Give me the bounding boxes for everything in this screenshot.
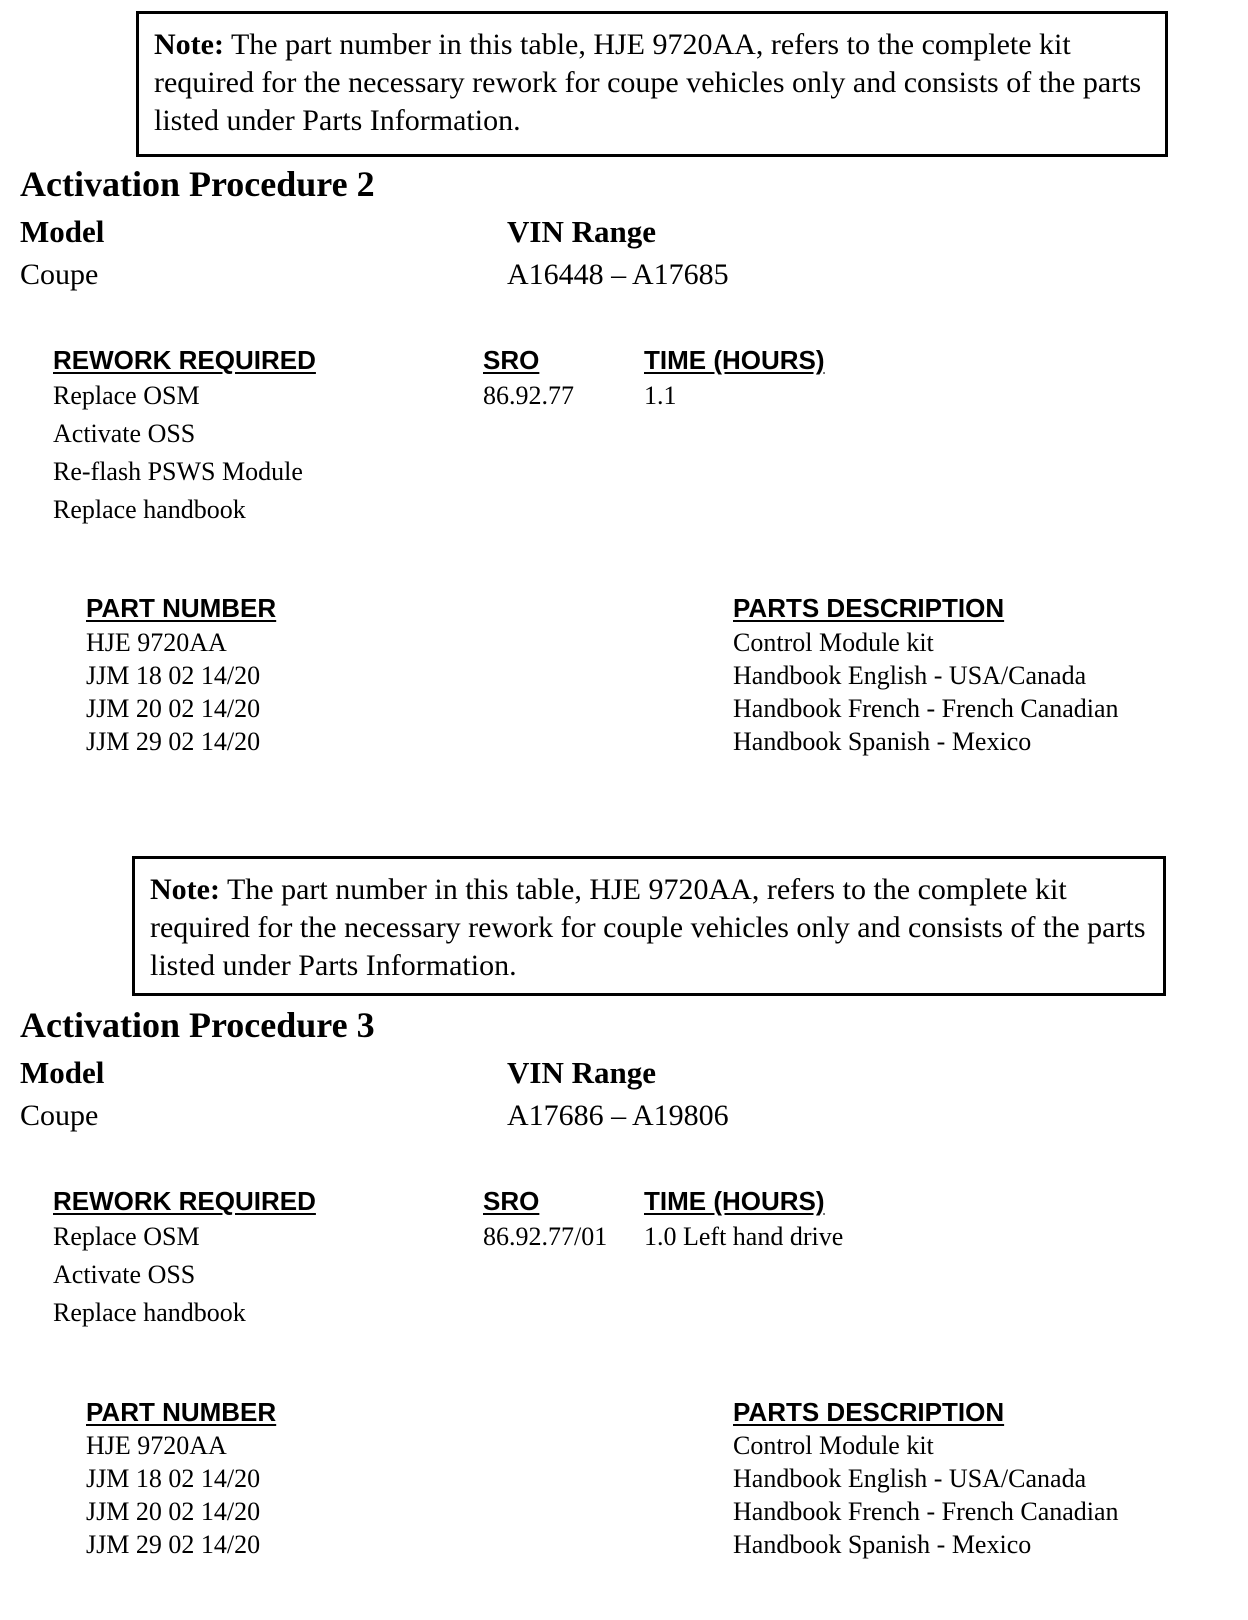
table-row: Control Module kit xyxy=(733,1431,934,1460)
table-row: HJE 9720AA xyxy=(86,628,227,657)
vin-range-value: A17686 – A19806 xyxy=(507,1099,729,1132)
part-number-header: PART NUMBER xyxy=(86,1397,277,1427)
procedure-title: Activation Procedure 2 xyxy=(20,164,375,204)
note-text: The part number in this table, HJE 9720AA, refers to the complete kit required for the necessary rework for coupe vehicles only and consists of the parts listed under Parts Information. xyxy=(154,28,1142,137)
vin-range-label: VIN Range xyxy=(507,214,656,249)
table-row: JJM 18 02 14/20 xyxy=(86,1464,261,1493)
table-row: HJE 9720AA xyxy=(86,1431,227,1460)
parts-description-header: PARTS DESCRIPTION xyxy=(733,1397,1005,1427)
parts-description-list xyxy=(733,1431,1119,1563)
sro-value: 86.92.77 xyxy=(483,381,574,410)
time-hours-header: TIME (HOURS) xyxy=(644,345,825,375)
table-row: Handbook Spanish - Mexico xyxy=(733,727,1032,756)
model-label: Model xyxy=(20,214,105,249)
part-number-list xyxy=(86,628,260,760)
note-box xyxy=(136,11,1168,157)
table-row: JJM 18 02 14/20 xyxy=(86,661,261,690)
list-item: Activate OSS xyxy=(53,419,196,448)
list-item: Re-flash PSWS Module xyxy=(53,457,303,486)
list-item: Replace handbook xyxy=(53,1298,246,1327)
table-row: Handbook French - French Canadian xyxy=(733,1497,1119,1526)
parts-description-list xyxy=(733,628,1119,760)
table-row: JJM 20 02 14/20 xyxy=(86,1497,261,1526)
list-item: Replace handbook xyxy=(53,495,246,524)
rework-list xyxy=(53,1222,246,1336)
rework-list xyxy=(53,381,303,533)
rework-required-header: REWORK REQUIRED xyxy=(53,345,316,375)
note-box xyxy=(132,856,1166,996)
vin-range-value: A16448 – A17685 xyxy=(507,258,729,291)
vin-range-label: VIN Range xyxy=(507,1055,656,1090)
time-value: 1.1 xyxy=(644,381,677,410)
list-item: Replace OSM xyxy=(53,381,200,410)
time-value: 1.0 Left hand drive xyxy=(644,1222,844,1251)
table-row: JJM 20 02 14/20 xyxy=(86,694,261,723)
rework-required-header: REWORK REQUIRED xyxy=(53,1186,316,1216)
list-item: Replace OSM xyxy=(53,1222,200,1251)
table-row: Handbook French - French Canadian xyxy=(733,694,1119,723)
sro-header: SRO xyxy=(483,1186,540,1216)
model-label: Model xyxy=(20,1055,105,1090)
note-label: Note: xyxy=(150,873,220,906)
sro-value: 86.92.77/01 xyxy=(483,1222,608,1251)
time-hours-header: TIME (HOURS) xyxy=(644,1186,825,1216)
part-number-list xyxy=(86,1431,260,1563)
sro-header: SRO xyxy=(483,345,540,375)
model-value: Coupe xyxy=(20,1099,99,1132)
table-row: Handbook English - USA/Canada xyxy=(733,1464,1087,1493)
note-label: Note: xyxy=(154,28,224,61)
part-number-header: PART NUMBER xyxy=(86,593,277,623)
parts-description-header: PARTS DESCRIPTION xyxy=(733,593,1005,623)
note-text: The part number in this table, HJE 9720AA, refers to the complete kit required for the necessary rework for couple vehicles only and consists of the parts listed under Parts Information. xyxy=(150,873,1146,982)
procedure-title: Activation Procedure 3 xyxy=(20,1005,375,1045)
table-row: Handbook English - USA/Canada xyxy=(733,661,1087,690)
table-row: JJM 29 02 14/20 xyxy=(86,727,261,756)
table-row: JJM 29 02 14/20 xyxy=(86,1530,261,1559)
table-row: Handbook Spanish - Mexico xyxy=(733,1530,1032,1559)
list-item: Activate OSS xyxy=(53,1260,196,1289)
model-value: Coupe xyxy=(20,258,99,291)
table-row: Control Module kit xyxy=(733,628,934,657)
